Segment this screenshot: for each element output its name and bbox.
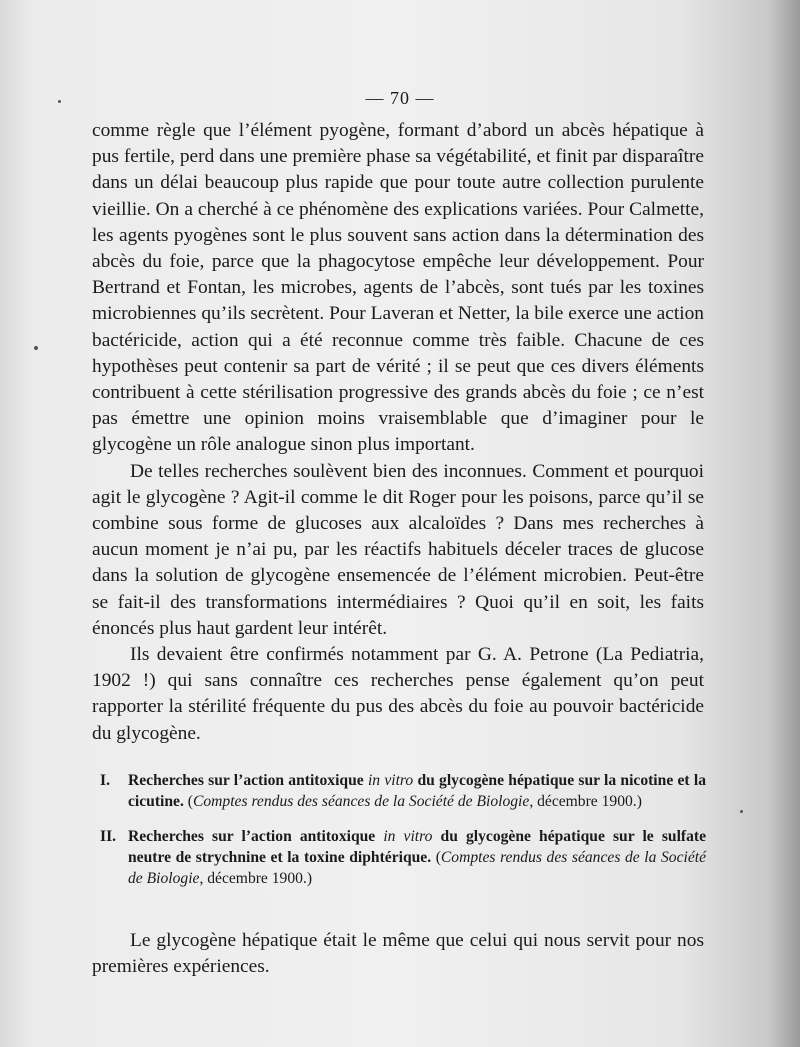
footnote-2: [100, 826, 706, 889]
footnote-title: Recherches sur l’action antitoxique in vitro du glycogène hépatique sur le sulfate neutre de strychnine et la toxine diphtérique.: [128, 828, 707, 866]
footnote-source: (Comptes rendus des séances de la Société de Biologie, décembre 1900.): [128, 849, 706, 887]
footnotes: [100, 770, 706, 903]
closing-paragraph: Le glycogène hépatique était le même que celui qui nous servit pour nos premières expériences.: [92, 930, 704, 978]
footnote-number: I.: [100, 772, 110, 789]
footnote-1: [100, 770, 706, 812]
page-number: — 70 —: [365, 88, 435, 108]
paper-speck: [740, 810, 743, 813]
paragraph-2: De telles recherches soulèvent bien des inconnues. Comment et pourquoi agit le glycogène ? Agit-il comme le dit Roger pour les poisons, parce qu’il se combine sous forme de glucoses aux alcaloïdes ? Dans mes recherches à aucun moment je n’ai pu, par les réactifs habituels déceler traces de glucose dans la solution de glycogène ensemencée de l’élément microbien. Peut-être se fait-il des transformations intermédiaires ? Quoi qu’il en soit, les faits énoncés plus haut gardent leur intérêt.: [92, 460, 704, 639]
paragraph-3: Ils devaient être confirmés notamment par G. A. Petrone (La Pediatria, 1902 !) qui sans connaître ces recherches pense également qu’on peut rapporter la stérilité fréquente du pus des abcès du foie au pouvoir bactéricide du glycogène.: [92, 644, 704, 744]
paper-speck: [34, 346, 38, 350]
footnote-title: Recherches sur l’action antitoxique in vitro du glycogène hépatique sur la nicotine et la cicutine.: [128, 772, 706, 810]
footnote-number: II.: [100, 828, 117, 845]
paragraph-1: comme règle que l’élément pyogène, formant d’abord un abcès hépatique à pus fertile, perd dans une première phase sa végétabilité, et finit par disparaître dans un délai beaucoup plus rapide que pour toute autre collection purulente vieillie. On a cherché à ce phénomène des explications variées. Pour Calmette, les agents pyogènes sont le plus souvent sans action dans la détermination des abcès du foie, parce que la phagocytose empêche leur développement. Pour Bertrand et Fontan, les microbes, agents de l’abcès, sont tués par les toxines microbiennes qu’ils secrètent. Pour Laveran et Netter, la bile exerce une action bactéricide, action qui a été reconnue comme très faible. Chacune de ces hypothèses peut contenir sa part de vérité ; il se peut que ces divers éléments contribuent à cette stérilisation progressive des grands abcès du foie ; ce n’est pas émettre une opinion moins vraisemblable que d’imaginer pour le glycogène un rôle analogue sinon plus important.: [92, 120, 704, 456]
footnote-source: (Comptes rendus des séances de la Société de Biologie, décembre 1900.): [183, 793, 642, 810]
paper-speck: [58, 100, 61, 103]
body-text: [92, 118, 704, 747]
